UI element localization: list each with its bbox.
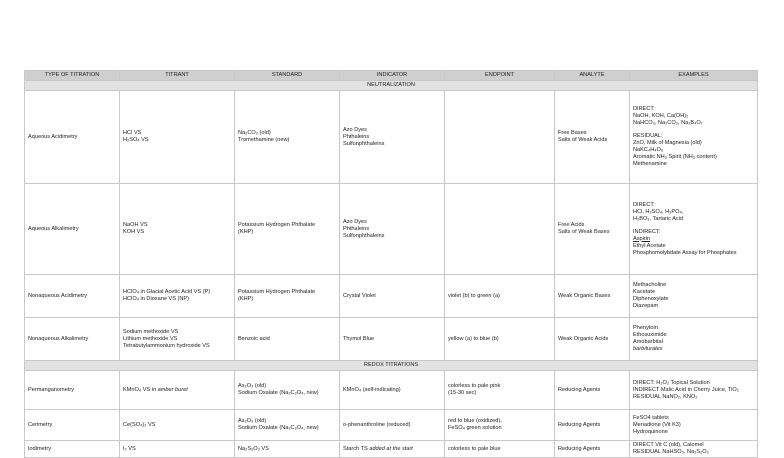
cell-examples: FeSO4 tablets Menadione (Vit K3) Hydroquinone: [630, 410, 758, 441]
table-row: [25, 441, 758, 458]
cell-type: Cerimetry: [25, 410, 120, 441]
cell-analyte: Reducing Agents: [555, 441, 630, 458]
cell-indicator: Azo Dyes Phthaleins Sulfonphthaleins: [340, 91, 445, 184]
cell-endpoint: colorless to pale pink (15-30 sec): [445, 371, 555, 410]
titration-table: [24, 70, 758, 458]
cell-analyte: Free Acids Salts of Weak Bases: [555, 184, 630, 275]
table-row: [25, 410, 758, 441]
header-titrant: TITRANT: [120, 71, 235, 81]
section-neutralization: NEUTRALIZATION: [25, 81, 758, 91]
header-standard: STANDARD: [235, 71, 340, 81]
cell-standard: As₂O₃ (old) Sodium Oxalate (Na₂C₂O₄, new): [235, 410, 340, 441]
cell-indicator: KMnO₄ (self-indicating): [340, 371, 445, 410]
header-row: [25, 71, 758, 81]
cell-analyte: Weak Organic Bases: [555, 275, 630, 318]
section-redox: REDOX TITRATIONS: [25, 361, 758, 371]
table-row: [25, 318, 758, 361]
cell-analyte: Weak Organic Acids: [555, 318, 630, 361]
cell-standard: Na₂CO₃ (old) Tromethamine (new): [235, 91, 340, 184]
cell-titrant: I₂ VS: [120, 441, 235, 458]
cell-endpoint: red to blue (oxidized), FeSO₄ green solution: [445, 410, 555, 441]
cell-indicator: Azo Dyes Phthaleins Sulfonphthaleins: [340, 184, 445, 275]
cell-type: Aqueous Alkalimetry: [25, 184, 120, 275]
cell-examples: DIRECT: NaOH, KOH, Ca(OH)₂ NaHCO₃, Na₂CO₃, Na₂B₄O₇ RESIDUAL: ZnO, Milk of Magnesia (old) NaKC₄H₄O₆ Aromatic NH₃ Spirit (NH₃ content) Methenamine: [630, 91, 758, 184]
cell-standard: Benzoic acid: [235, 318, 340, 361]
cell-type: Permanganometry: [25, 371, 120, 410]
table-row: [25, 184, 758, 275]
cell-endpoint: yellow (a) to blue (b): [445, 318, 555, 361]
section-row: [25, 81, 758, 91]
cell-titrant: NaOH VS KOH VS: [120, 184, 235, 275]
cell-examples: DIRECT Vit C (old), Calomel RESIDUAL NaHSO₃, Na₂S₂O₃: [630, 441, 758, 458]
cell-titrant: Ce(SO₄)₂ VS: [120, 410, 235, 441]
cell-examples: Phenytoin Ethosuximide Amobarbital barbiturates: [630, 318, 758, 361]
cell-type: Nonaqueous Acidimetry: [25, 275, 120, 318]
cell-indicator: o-phenanthroline (reduced): [340, 410, 445, 441]
header-examples: EXAMPLES: [630, 71, 758, 81]
header-type: TYPE OF TITRATION: [25, 71, 120, 81]
titration-table-sheet: [24, 70, 757, 458]
cell-type: Iodimetry: [25, 441, 120, 458]
cell-indicator: Crystal Violet: [340, 275, 445, 318]
cell-examples: DIRECT: HCl, H₂SO₄, H₃PO₄, H₂BO₃, Tartaric Acid INDIRECT: Aspirin Ethyl Acetate Phosphomolybdate Assay for Phosphates: [630, 184, 758, 275]
cell-titrant: HCl VS H₂SO₄ VS: [120, 91, 235, 184]
table-row: [25, 371, 758, 410]
header-analyte: ANALYTE: [555, 71, 630, 81]
cell-analyte: Reducing Agents: [555, 410, 630, 441]
cell-standard: Potassium Hydrogen Phthalate (KHP): [235, 275, 340, 318]
cell-analyte: Reducing Agents: [555, 371, 630, 410]
cell-titrant: HClO₄ in Glacial Acetic Acid VS (P) HClO₄ in Dioxane VS (NP): [120, 275, 235, 318]
cell-titrant: KMnO₄ VS in amber buret: [120, 371, 235, 410]
cell-examples: Methacholine Kacetate Diphenoxylate Diazepam: [630, 275, 758, 318]
cell-endpoint: violet (b) to green (a): [445, 275, 555, 318]
cell-type: Aqueous Acidimetry: [25, 91, 120, 184]
cell-indicator: Thymol Blue: [340, 318, 445, 361]
cell-endpoint: [445, 91, 555, 184]
table-row: [25, 91, 758, 184]
cell-titrant: Sodium methoxide VS Lithium methoxide VS Tetrabutylammonium hydroxide VS: [120, 318, 235, 361]
cell-standard: Potassium Hydrogen Phthalate (KHP): [235, 184, 340, 275]
cell-type: Nonaqueous Alkalimetry: [25, 318, 120, 361]
cell-endpoint: [445, 184, 555, 275]
cell-endpoint: colorless to pale blue: [445, 441, 555, 458]
table-row: [25, 275, 758, 318]
header-indicator: INDICATOR: [340, 71, 445, 81]
cell-indicator: Starch TS added at the start: [340, 441, 445, 458]
header-endpoint: ENDPOINT: [445, 71, 555, 81]
cell-standard: Na₂S₂O₃ VS: [235, 441, 340, 458]
cell-analyte: Free Bases Salts of Weak Acids: [555, 91, 630, 184]
cell-standard: As₂O₃ (old) Sodium Oxalate (Na₂C₂O₄, new): [235, 371, 340, 410]
section-row: [25, 361, 758, 371]
cell-examples: DIRECT: H₂O₂ Topical Solution INDIRECT Malic Acid in Cherry Juice, TiO₂ RESIDUAL NaNO₂, KNO₂: [630, 371, 758, 410]
